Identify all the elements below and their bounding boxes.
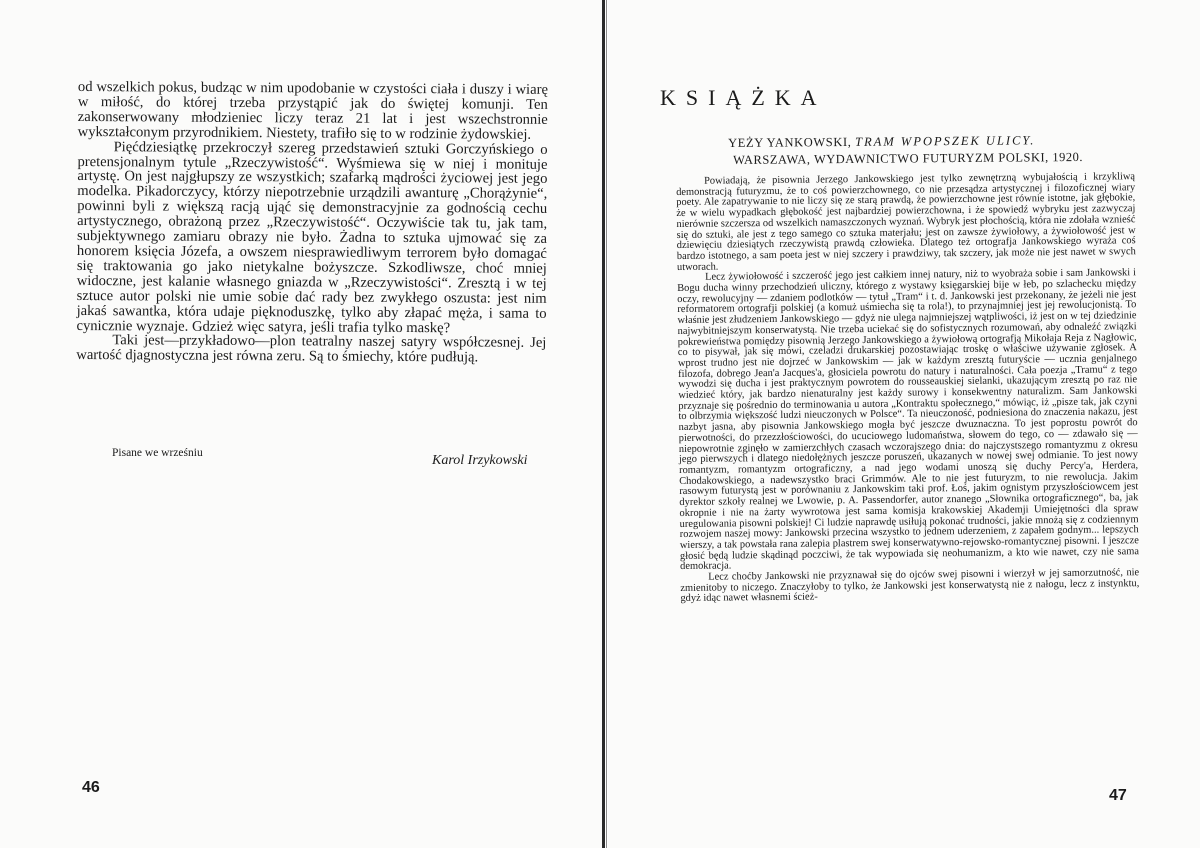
section-title: KSIĄŻKA xyxy=(660,85,827,110)
left-page-body xyxy=(76,80,548,366)
right-paragraph: Lecz choćby Jankowski nie przyznawał się do ojców swej pisowni i wierzył w jej samorzutność, nie zmienitoby to niczego. Znaczyłoby to tylko, że Jankowski jest konserwatystą nie z nałogu, lecz z instynktu, gdyż idąc nawet własnemi ścież- xyxy=(680,567,1140,605)
author-signature: Karol Irzykowski xyxy=(432,453,528,468)
gutter-divider-shadow xyxy=(606,0,607,848)
right-paragraph: Powiadają, że pisownia Jerzego Jankowskiego jest tylko zewnętrzną wybujałością i krzykliwą demonstracją futuryzmu, że to coś powierzchownego, co nie przesądza artystycznej i filozoficznej wiary poety. Ale zapatrywanie to nie liczy się ze starą prawdą, że powierzchowne jest równie istotne, jak głębokie, że w wielu wypadkach głębokość jest najbardziej powierzchowna, i że spowiedź wybryku jest zazwyczaj nierównie szczersza od wszelkich namaszczonych wyznań. Wybryk jest płochością, która nie zdołała wznieść się do sztuki, ale jest z tego samego co sztuka materjału; jest on zawsze żywiołowy, a żywiołowość jest w dziewięciu dziesiątych rzeczywistą prawdą człowieka. Dlatego też ortografja Jankowskiego wyraża coś bardzo istotnego, a sam poeta jest w niej szczery i prawdziwy, tak szczery, jak może nie jest nawet w swych utworach. xyxy=(676,171,1136,273)
date-line: Pisane we wrześniu xyxy=(112,447,203,459)
left-paragraph: od wszelkich pokus, budząc w nim upodobanie w czystości ciała i duszy i wiarę w miłość, do której trzeba przystąpić jak do świętej komunji. Ten zakonserwowany młodzieniec liczy teraz 21 lat i jest wszechstronnie wykształconym przyrodnikiem. Niestety, trafiło się to w rodzinie żydowskiej. xyxy=(77,79,548,143)
page-number-left: 46 xyxy=(82,779,100,796)
reviewed-title: TRAM WPOPSZEK ULICY. xyxy=(855,133,1036,149)
gutter-divider xyxy=(602,0,605,848)
reviewed-publisher: WARSZAWA, WYDAWNICTWO FUTURYZM POLSKI, 1920. xyxy=(733,149,1084,167)
page-number-right: 47 xyxy=(1109,787,1127,804)
left-paragraph: Taki jest—przykładowo—plon teatralny naszej satyry współczesnej. Jej wartość djagnostyczna jest równa zeru. Są to śmiechy, które pudłują. xyxy=(76,332,547,366)
left-paragraph: Pięćdziesiątkę przekroczył szereg przedstawień sztuki Gorczyńskiego o pretensjonalnym tytule „Rzeczywistość“. Wyśmiewa się w niej i monituje artystę. On jest najgłupszy ze wszystkich; szafarką mądrości życiowej jest jego modelka. Pikadorczycy, którzy niepotrzebnie urządzili awanturę „Chorążynie“, powinni byli z większą racją ująć się demonstracyjnie za godnością cechu artystycznego, obrażoną przez „Rzeczywistość“. Oczywiście tak tu, jak tam, subjektywnego zamiaru obrazy nie było. Żadna to sztuka ujmować się za honorem księcia Józefa, a owszem niesprawiedliwym terrorem było domagać się traktowania go jako nietykalne bożyszcze. Szkodliwsze, choć mniej widoczne, jest kalanie własnego gniazda w „Rzeczywistości“. Zresztą i w tej sztuce autor polski nie umie sobie dać rady bez zwykłego oszusta: jest nim jakaś sawantka, która udaje pięknoduszkę, tylko aby złapać męża, i sama to cynicznie wyznaje. Gdzież więc satyra, jeśli trafia tylko maskę? xyxy=(76,138,548,336)
right-paragraph: Lecz żywiołowość i szczerość jego jest całkiem innej natury, niż to wyobraża sobie i sam Jankowski i Bogu ducha winny przechodzień uliczny, którego z wystawy księgarskiej bije w łeb, po szlachecku między oczy, rewolucyjny — zdaniem podlotków — tytuł „Tram“ i t. d. Jankowski jest przekonany, że jeżeli nie jest reformatorem ortografji polskiej (a komuż uśmiecha się ta rola!), to przynajmniej jest jej rewolucjonistą. To właśnie jest złudzeniem Jankowskiego — gdyż nie ulega najmniejszej wątpliwości, iż jest on w tej dziedzinie najwybitniejszym konserwatystą. Nie trzeba uciekać się do sofistycznych rozumowań, aby odnaleźć związki pokrewieństwa pomiędzy pisownią Jerzego Jankowskiego a żywiołową ortografją Mikołaja Reja z Nagłowic, co to pisywał, jak się mówi, czeladzi drukarskiej pozostawiając troskę o właściwe używanie zgłosek. A wprost trudno jest nie dojrzeć w Jankowskim — jak w każdym zresztą futuryście — ucznia genjalnego filozofa, dobrego Jean'a Jacques'a, głosiciela powrotu do natury i naturalności. Cała poezja „Tramu“ z tego wywodzi się ducha i jest praktycznym powrotem do rousseauskiej sielanki, ukazującym zresztą po raz nie wiedzieć który, jak bardzo nienaturalny jest każdy surowy i konsekwentny naturalizm. Sam Jankowski przyznaje się pośrednio do terminowania u autora „Kontraktu społecznego,“ mówiąc, iż „pisze tak, jak czyni to olbrzymia większość ludzi nieuczonych w Polsce“. Ta nieuczoność, podniesiona do znaczenia nakazu, jest nazbyt jasna, aby pisownia Jankowskiego mogła być jeszcze dwuznaczna. To jest poprostu powrót do pierwotności, do przezzłościowości, do ucuciowego ludomaństwa, słowem do tego, co — zdawało się — niepowrotnie zginęło w zamierzchłych czasach wczorajszego dnia: do najczystszego romantyzmu z okresu jego pierwszych i dlatego niedołężnych jeszcze poruszeń, ukazanych w nowej swej odmianie. To jest nowy romantyzm, romantyzm ortograficzny, a nad jego wodami unoszą się duchy Percy'a, Herdera, Chodakowskiego, a nadewszystko braci Grimmów. Ale to nie jest futuryzm, to nie rewolucja. Jakim rasowym futurystą jest w porównaniu z Jankowskim taki prof. Łoś, jakim ognistym przyszłościowcem jest dyrektor szkoły realnej we Lwowie, p. A. Passendorfer, autor znanego „Słownika ortograficznego“, ba, jak okropnie i nie na żarty wywrotowa jest sama komisja krakowskiej Akademji Umiejętności dla spraw uregulowania pisowni polskiej! Ci ludzie naprawdę usiłują pokonać trudności, jakie mnożą się z codziennym rozwojem naszej mowy: Jankowski przecina wszystko to jednem uderzeniem, z zapałem godnym... lepszych wierszy, a tak powstała rana zalepia plastrem swej konserwatywno-rejowsko-romantycznej pisowni. I jeszcze głosić będą ludzie skądinąd poczciwi, że tak wypowiada się neohumanizm, a kto wie nawet, czy nie sama demokracja. xyxy=(677,267,1140,573)
reviewed-author: YEŻY YANKOWSKI, xyxy=(728,134,852,150)
right-page-body xyxy=(676,172,1139,605)
